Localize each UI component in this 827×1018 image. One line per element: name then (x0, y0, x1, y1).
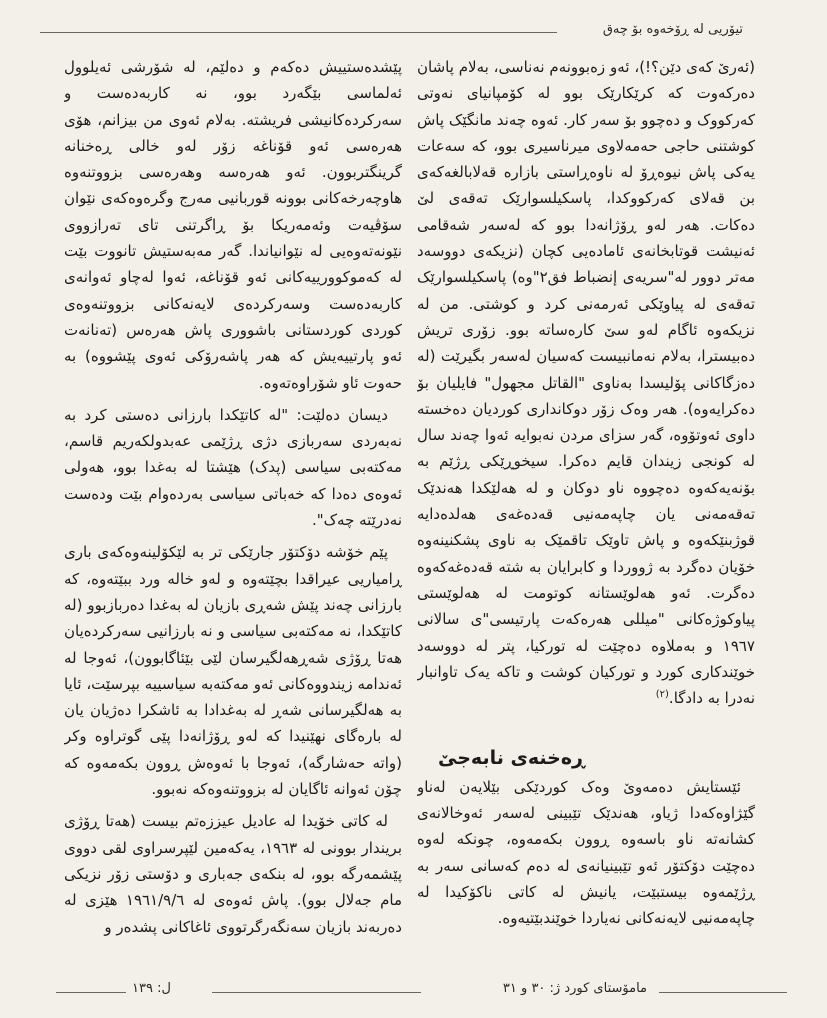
body-paragraph (417, 54, 755, 711)
footer-rule (212, 992, 421, 993)
right-column (417, 54, 755, 947)
left-column (64, 54, 402, 974)
page-footer (40, 976, 787, 1006)
body-paragraph: پێم خۆشە دۆکتۆر جارێکی تر بە لێکۆلینەوەکەی باری ڕامیاریی عیراقدا بچێتەوە و لەو خالە ورد ببێتەوە، کە بارزانی چەند پێش شەڕی بازیان لە بەغدا دەربازبوو (لە کاتێکدا، نە مەکتەبی سیاسی و نە بارزانیی سەرکردەیان هەتا ڕۆژی شەڕهەلگیرسان لێی بێئاگابوون)، ئەوجا لە ئەندامە زیندووەکانی ئەو مەکتەبە سیاسییە بپرسێت، ئایا بە هەلگیرسانی شەڕ لە بەغدادا بە ئاشکرا دەژیان یان لە بارەگای نهێنیدا کە لەو ڕۆژانەدا پێی گوتراوە وکر (واتە حەشارگە)، ئەوجا با ئەوەش ڕوون بکەمەوە کە چۆن ئەوانە ئاگایان لە بزووتنەوەکە نەبوو. (64, 543, 402, 799)
footer-rule (56, 992, 126, 993)
paragraph-text: (ئەرێ کەی دێن؟!)، ئەو زەبوونەم نەناسی، بەلام پاشان دەرکەوت کە کرێکارێک بوو لە کۆمپانیای نەوتی کەرکووک و دەچوو بۆ سەر کار. ئەوە چەند مانگێک پاش کوشتنی حاجی حەمەلاوی میرناسیری بوو، کە سەعات یەکی پاش نیوەڕۆ لە ناوەڕاستی بازارە قەلابالغەکەی بن قەلای کەرکووکدا، پاسکیلسوارێک تەقەی لێ دەکات. هەر لەو ڕۆژانەدا بوو کە لەسەر شەقامی ئەنیشت قوتابخانەی ئامادەیی کچان (نزیکەی دووسەد مەتر دوور لە"سریەی إنضباط فق٢"وە) پاسکیلسوارێک تەقەی لە پیاوێکی ئەرمەنی کرد و کوشتی. من لە نزیکەوە ئاگام لەو سێ کارەساتە بوو. زۆری تریش دەبیسترا، بەلام نەمانبیست کەسیان لەسەر بگیرێت (لە دەزگاکانی پۆلیسدا بەناوی "القاتل مجهول" فایلیان بۆ دەکرایەوە). هەر وەک زۆر دوکانداری کوردیان دەخستە داوی ئەوتۆوە، گەر سزای مردن نەبوایە ئەوا چەند سال لە کونجی زیندان قایم دەکرا. سیخوڕێکی ڕژێم بە بۆنەیەکەوە دەچووە ناو دوکان و لە هەلێکدا هەندێک تەقەمەنی یان چاپەمەنیی قەدەغەی هەلدەدایە قوژبنێکەوە و پاش تاوێک تاقمێک بە ناوی پشکنینەوە خۆیان دەگرد بە ژووردا و کابرایان بە شتە قەدەغەکەوە دەگرت. ئەو هەلوێستانە کوتومت لە هەلوێستی پیاوکوژەکانی "میللی هەرەکەت پارتیسی"ی سالانی ١٩٦٧ و بەملاوە دەچێت لە تورکیا، پتر لە دووسەد خوێندکاری کورد و تورکیان کوشت و تاکە یەک تاوانبار نەدرا بە دادگا. (417, 58, 755, 708)
running-header (40, 14, 787, 42)
body-paragraph: لە کاتی خۆیدا لە عادیل عیززەتم بیست (هەتا ڕۆژی بریندار بوونی لە ١٩٦٣، یەکەمین لێپرسراوی لقی دووی پێشمەرگە بوو، لە بنکەی جەباری و دۆستی زۆر نزیکی مام جەلال بوو). پاش ئەوەی لە ١٩٦١/٩/٦ هێزی لە دەربەند بازیان سەنگەرگرتووی ئاغاکانی پشدەر و (64, 812, 402, 936)
body-paragraph: دیسان دەلێت: "لە کاتێکدا بارزانی دەستی کرد بە نەبەردی سەربازی دژی ڕژێمی عەبدولکەریم قاسم، مەکتەبی سیاسی (پدک) هێشتا لە بەغدا بوو، هەولی ئەوەی دەدا کە خەباتی سیاسی بەردەوام بێت ودەست نەدرێتە چەک". (64, 405, 402, 530)
footer-rule (659, 992, 787, 993)
running-header-title: تیۆریی لە ڕۆخەوە بۆ چەق (602, 22, 743, 37)
page-number: ل: ١٣٩ (132, 981, 171, 996)
body-paragraph: ئێستایش دەمەوێ وەک کوردێکی بێلایەن لەناو گێژاوەکەدا ژیاو، هەندێک تێبینی لەسەر ئەوخالانەی کشانەتە ناو باسەوە ڕوون بکەمەوە، چونکە لەوە دەچێت دۆکتۆر ئەو تێبینیانەی لە دەم کەسانی سەر بە ڕژێمەوە بیستبێت، یانیش لە کاتی ناکۆکیدا لە چاپەمەنیی لایەنەکانی نەیاردا خوێندبێتیەوە. (417, 777, 755, 928)
journal-name: مامۆستای کورد ژ: ٣٠ و ٣١ (502, 981, 647, 996)
header-rule (40, 32, 557, 33)
footnote-reference: (٢) (655, 689, 669, 701)
body-paragraph: پێشدەستییش دەکەم و دەلێم، لە شۆرشی ئەیلوول ئەلماسی بێگەرد بوو، نە کاربەدەست و سەرکردەکانیشی فریشتە. بەلام ئەوی من بیزانم، هۆی هەرەسی ئەو قۆناغە زۆر لەو خالی ڕەخنانە گرینگتربوون. ئەو هەرەسە وهەرەسی بزووتنەوە هاوچەرخەکانی بوونە قوربانیی مەرج وگرەوەکەی نێوان سۆڤیەت وئەمەریکا بۆ ڕاگرتنی تای تەرازووی نێونەتەوەیی لە نێوانیاندا. گەر مەبەستیش تانووت بێت لە کەموکوورییەکانی ئەو قۆناغە، ئەوا لەچاو ئەوانەی کاربەدەست وسەرکردەی لایەنەکانی بزووتنەوەی کوردی کوردستانی باشووری پاش هەرەس (تەنانەت ئەو پارتییەیش کە هەر پاشەرۆکی ئەوی پێشووە) بە حەوت ئاو شۆراوەتەوە. (64, 58, 402, 392)
section-heading: ڕەخنەی نابەجێ (438, 747, 585, 770)
